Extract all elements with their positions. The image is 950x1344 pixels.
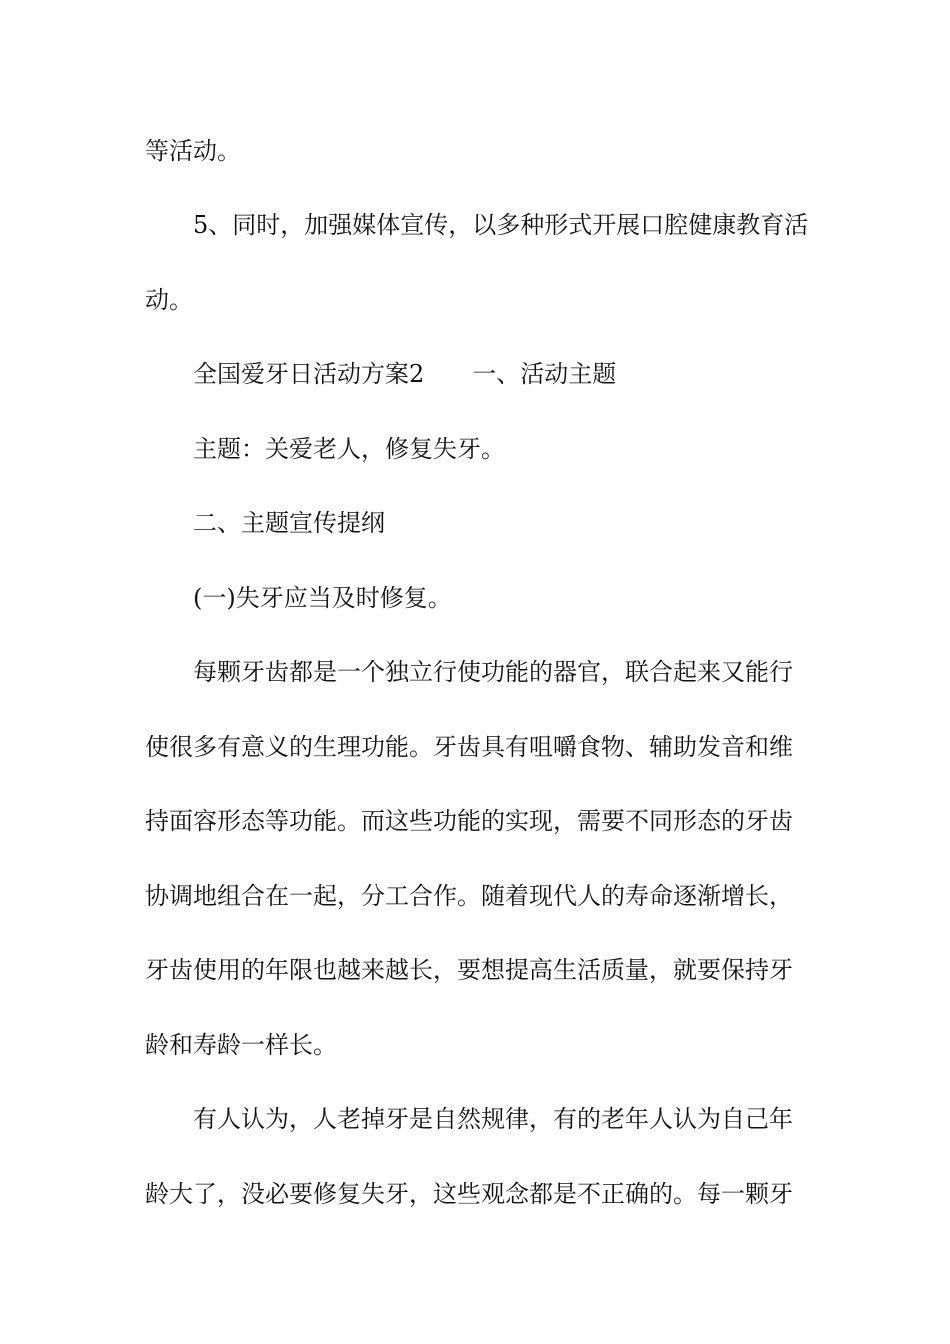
paragraph-line: 使很多有意义的生理功能。牙齿具有咀嚼食物、辅助发音和维 [145,733,793,761]
subsection-heading: (一)失牙应当及时修复。 [193,584,452,612]
paragraph-line: 龄和寿龄一样长。 [145,1031,337,1059]
section-heading-line [0,354,950,394]
paragraph-line: 每颗牙齿都是一个独立行使功能的器官，联合起来又能行 [193,658,793,686]
paragraph-line: 5、同时，加强媒体宣传，以多种形式开展口腔健康教育活 [193,211,809,239]
section-heading: 一、活动主题 [472,360,617,388]
paragraph-line: 等活动。 [145,137,241,165]
plan-title: 全国爱牙日活动方案2 [193,360,425,388]
theme-line: 主题：关爱老人，修复失牙。 [193,435,505,463]
paragraph-line: 动。 [145,286,193,314]
paragraph-line: 龄大了，没必要修复失牙，这些观念都是不正确的。每一颗牙 [145,1180,793,1208]
section-heading: 二、主题宣传提纲 [193,509,385,537]
paragraph-line: 有人认为，人老掉牙是自然规律，有的老年人认为自己年 [193,1105,793,1133]
paragraph-line: 持面容形态等功能。而这些功能的实现，需要不同形态的牙齿 [145,807,793,835]
paragraph-line: 协调地组合在一起，分工合作。随着现代人的寿命逐渐增长， [145,882,793,910]
paragraph-line: 牙齿使用的年限也越来越长，要想提高生活质量，就要保持牙 [145,956,793,984]
